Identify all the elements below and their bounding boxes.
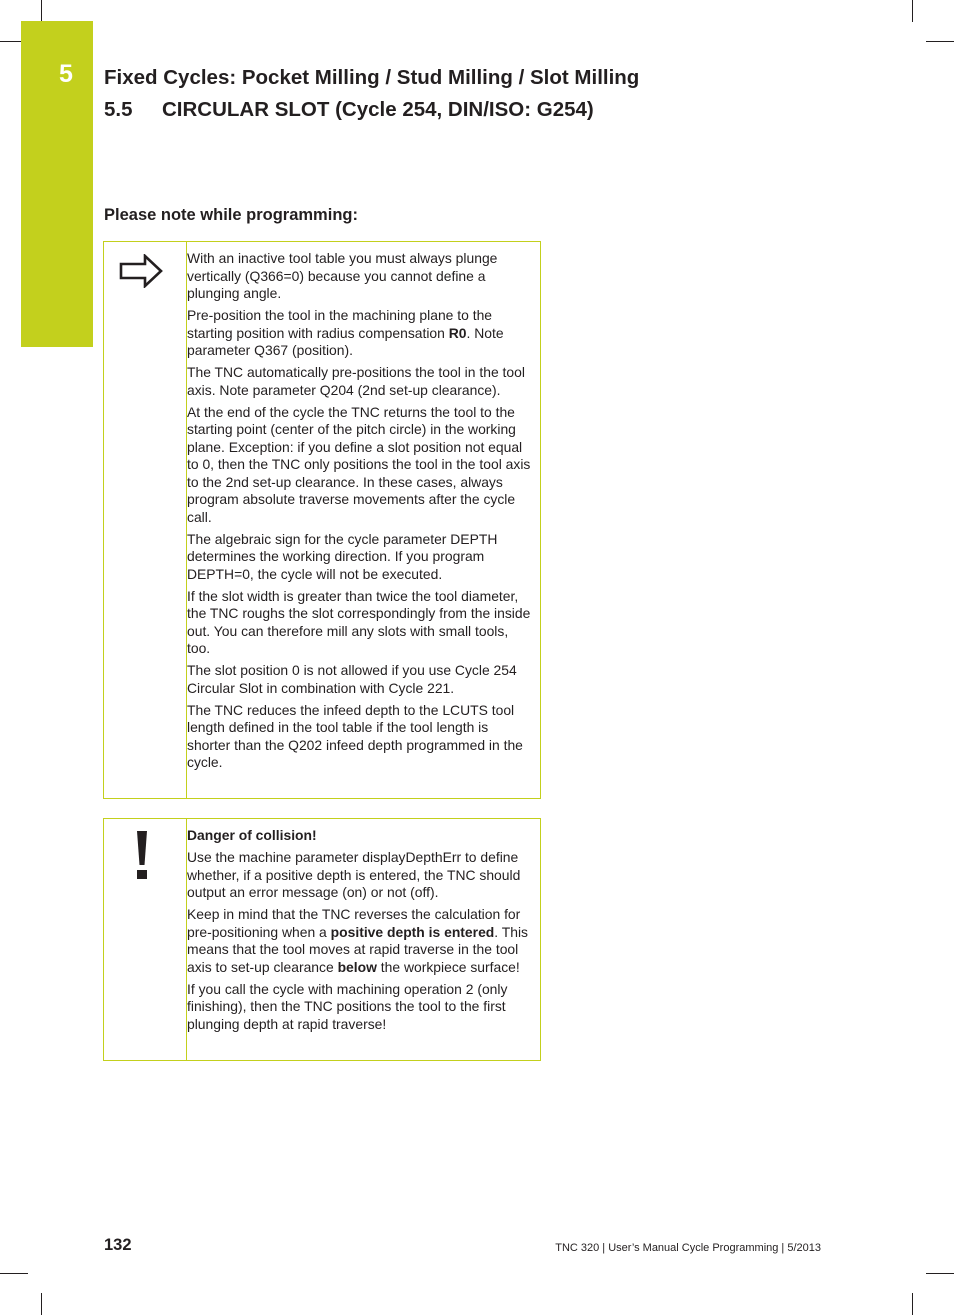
note-paragraph: The TNC automatically pre-positions the tool in the tool axis. Note parameter Q204 (2nd set-up clearance). [187, 364, 525, 398]
warning-paragraph: Keep in mind that the TNC reverses the calculation for pre-positioning when a positive depth is entered. This means that the tool moves at rapid traverse in the tool axis to set-up clearance below the workpiece surface! [187, 906, 528, 975]
note-paragraph: Pre-position the tool in the machining plane to the starting position with radius compensation R0. Note parameter Q367 (position). [187, 307, 504, 358]
subheading: Please note while programming: [104, 206, 358, 224]
arrow-right-icon [118, 254, 164, 288]
note-box [103, 241, 541, 799]
chapter-tab [21, 21, 93, 347]
warning-paragraph: Use the machine parameter displayDepthErr to define whether, if a positive depth is entered, the TNC should output an error message (on) or not (off). [187, 849, 521, 900]
note-paragraph: The slot position 0 is not allowed if you use Cycle 254 Circular Slot in combination with Cycle 221. [187, 662, 517, 696]
section-title: CIRCULAR SLOT (Cycle 254, DIN/ISO: G254) [162, 98, 594, 121]
crop-mark [926, 41, 954, 42]
note-paragraph: At the end of the cycle the TNC returns the tool to the starting point (center of the pitch circle) in the working plane. Exception: if you define a slot position not equal to 0, then the TNC only positions the tool in the tool axis to the 2nd set-up clearance. In these cases, always program absolute traverse movements after the cycle call. [187, 403, 531, 525]
crop-mark [41, 0, 42, 22]
radius-comp-code: R0 [448, 324, 467, 341]
page-number: 132 [104, 1236, 132, 1254]
section-heading [104, 98, 594, 122]
crop-mark [41, 1293, 42, 1315]
warning-paragraph: If you call the cycle with machining operation 2 (only finishing), then the TNC positions the tool to the first plunging depth at rapid traverse! [187, 980, 508, 1032]
chapter-title: Fixed Cycles: Pocket Milling / Stud Milling / Slot Milling [104, 66, 640, 89]
note-paragraph: The algebraic sign for the cycle parameter DEPTH determines the working direction. If you program DEPTH=0, the cycle will not be executed. [187, 530, 498, 582]
section-number: 5.5 [104, 98, 133, 121]
warning-box [103, 818, 541, 1061]
note-paragraph: With an inactive tool table you must always plunge vertically (Q366=0) because you cannot define a plunging angle. [187, 250, 498, 301]
crop-mark [912, 0, 913, 22]
chapter-number: 5 [59, 60, 73, 88]
warning-title: Danger of collision! [187, 827, 317, 843]
crop-mark [926, 1273, 954, 1274]
warning-content [187, 827, 534, 1038]
crop-mark [0, 1273, 28, 1274]
exclamation-icon [134, 829, 150, 879]
footer-text: TNC 320 | User’s Manual Cycle Programming | 5/2013 [555, 1242, 821, 1254]
crop-mark [912, 1293, 913, 1315]
note-paragraph: The TNC reduces the infeed depth to the LCUTS tool length defined in the tool table if the tool length is shorter than the Q202 infeed depth programmed in the cycle. [187, 701, 523, 770]
note-paragraph: If the slot width is greater than twice the tool diameter, the TNC roughs the slot correspondingly from the inside out. You can therefore mill any slots with small tools, too. [187, 587, 531, 656]
note-content [187, 250, 534, 776]
